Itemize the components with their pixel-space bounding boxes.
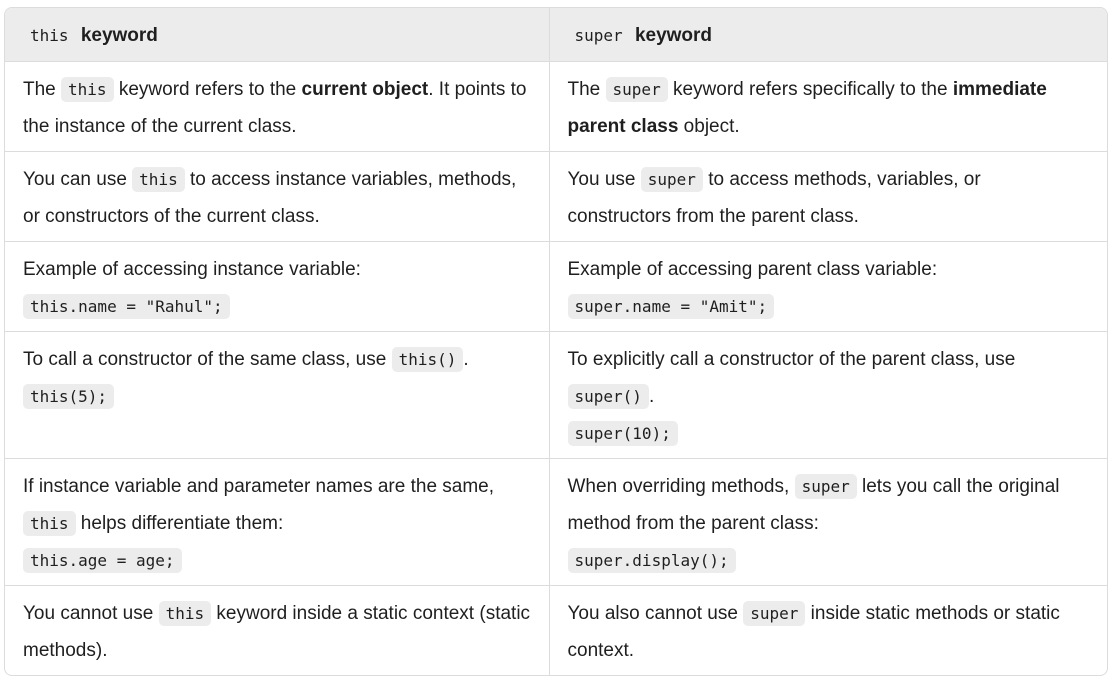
cell-text: lets you call the original method from the parent class:: [567, 476, 1060, 534]
cell-text: keyword inside a static context (static methods).: [23, 603, 531, 661]
header-label: keyword: [80, 25, 158, 46]
inline-code: super: [795, 474, 857, 499]
code-snippet: this.name = "Rahul";: [23, 294, 230, 319]
cell-this: [5, 459, 549, 586]
cell-super: [549, 62, 1107, 152]
cell-text: To call a constructor of the same class, use: [23, 349, 392, 370]
inline-code: this: [61, 77, 114, 102]
cell-text: inside static methods or static context.: [567, 603, 1060, 661]
table-row: [5, 152, 1107, 242]
cell-text: keyword refers to the: [113, 79, 302, 100]
cell-text: keyword refers specifically to the: [667, 79, 953, 100]
code-snippet: super.name = "Amit";: [568, 294, 775, 319]
inline-code: this: [159, 601, 212, 626]
table-row: [5, 459, 1107, 586]
cell-text: .: [648, 386, 655, 407]
cell-text: to access instance variables, methods, or constructors of the current class.: [23, 169, 517, 227]
cell-super: [549, 586, 1107, 676]
table-row: [5, 332, 1107, 459]
cell-text: . It points to the instance of the current class.: [23, 79, 527, 137]
code-snippet: this(5);: [23, 384, 114, 409]
cell-text: helps differentiate them:: [75, 513, 284, 534]
inline-code: super: [568, 23, 630, 48]
cell-text: The: [567, 79, 606, 100]
table-row: [5, 586, 1107, 676]
cell-text: object.: [678, 116, 740, 137]
inline-code: this: [132, 167, 185, 192]
inline-code: super: [743, 601, 805, 626]
header-super: [549, 8, 1107, 62]
cell-text: Example of accessing instance variable:: [23, 259, 361, 280]
cell-super: [549, 242, 1107, 332]
inline-code: this: [23, 23, 76, 48]
inline-code: this(): [392, 347, 464, 372]
table-row: [5, 242, 1107, 332]
cell-super: [549, 152, 1107, 242]
cell-this: [5, 586, 549, 676]
cell-text: You cannot use: [23, 603, 159, 624]
inline-code: super(): [568, 384, 649, 409]
bold-text: immediate parent class: [567, 79, 1047, 137]
comparison-table: [4, 7, 1108, 676]
cell-text: .: [463, 349, 469, 370]
cell-this: [5, 62, 549, 152]
cell-text: to access methods, variables, or constructors from the parent class.: [567, 169, 981, 227]
cell-text: You can use: [23, 169, 133, 190]
cell-this: [5, 242, 549, 332]
table: [5, 8, 1107, 675]
bold-text: current object: [301, 79, 429, 100]
code-snippet: this.age = age;: [23, 548, 182, 573]
code-snippet: super.display();: [568, 548, 736, 573]
cell-super: [549, 459, 1107, 586]
inline-code: super: [606, 77, 668, 102]
table-row: [5, 62, 1107, 152]
cell-text: To explicitly call a constructor of the parent class, use: [567, 349, 1016, 370]
cell-text: The: [23, 79, 62, 100]
header-this: [5, 8, 549, 62]
cell-text: If instance variable and parameter names are the same,: [23, 476, 495, 497]
code-snippet: super(10);: [568, 421, 678, 446]
cell-super: [549, 332, 1107, 459]
cell-text: Example of accessing parent class variable:: [567, 259, 938, 280]
cell-text: You also cannot use: [567, 603, 744, 624]
inline-code: this: [23, 511, 76, 536]
cell-this: [5, 332, 549, 459]
cell-text: You use: [567, 169, 641, 190]
header-label: keyword: [634, 25, 713, 46]
cell-text: When overriding methods,: [567, 476, 795, 497]
inline-code: super: [641, 167, 703, 192]
cell-this: [5, 152, 549, 242]
header-row: [5, 8, 1107, 62]
